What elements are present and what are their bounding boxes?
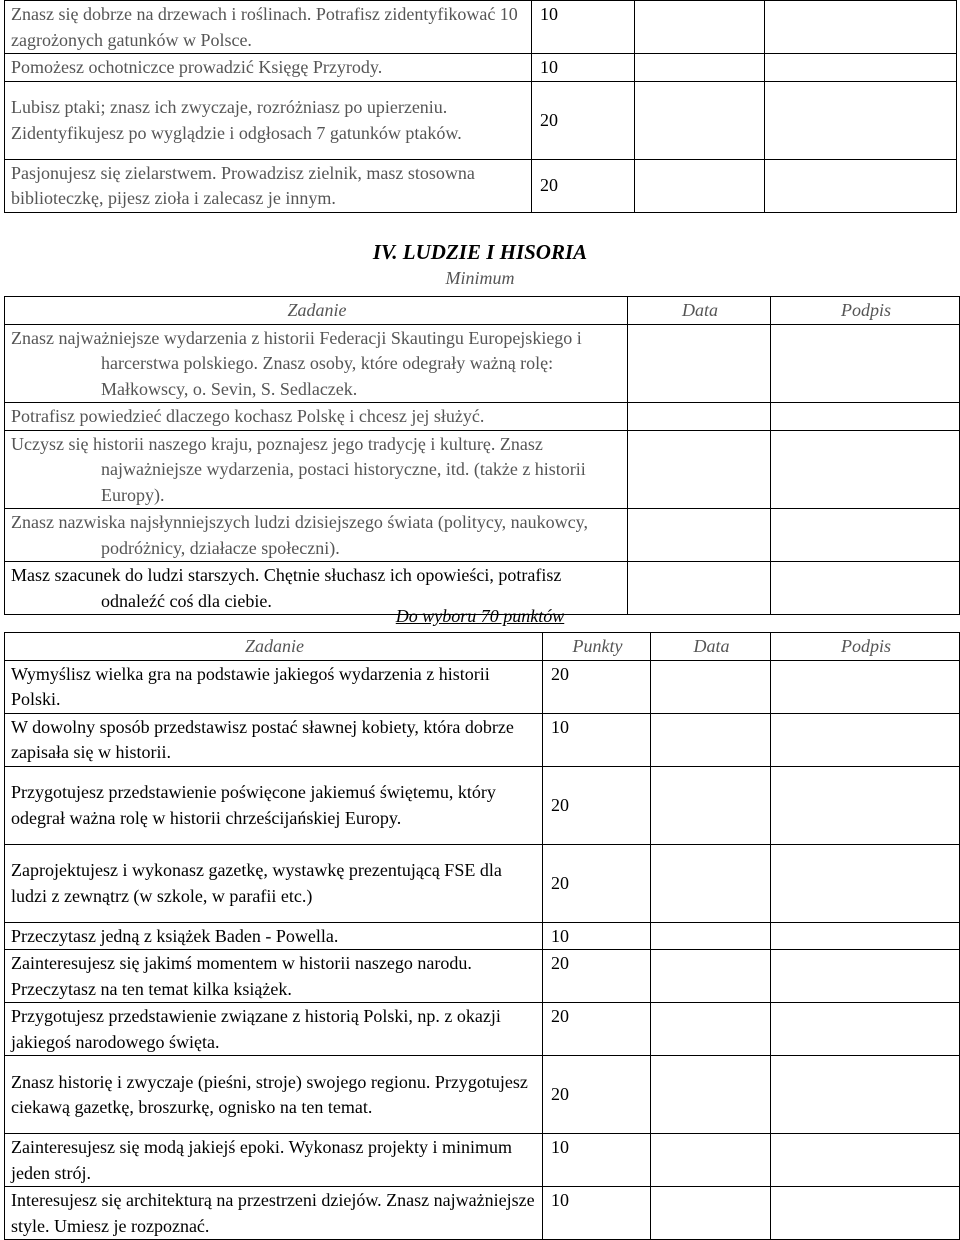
date-cell[interactable]	[651, 713, 771, 766]
minimum-tasks-table	[4, 296, 960, 615]
table-row	[5, 1134, 960, 1187]
points-cell: 10	[543, 922, 651, 950]
points-cell: 10	[543, 1187, 651, 1240]
task-cell: Zainteresujesz się modą jakiejś epoki. Wykonasz projekty i minimum jeden strój.	[5, 1134, 543, 1187]
table-row	[5, 159, 957, 212]
signature-cell[interactable]	[771, 430, 960, 509]
points-cell: 10	[532, 1, 635, 54]
task-cell: Uczysz się historii naszego kraju, poznajesz jego tradycję i kulturę. Znasz najważniejsze wydarzenia, postaci historyczne, itd. (także z historii Europy).	[5, 430, 628, 509]
task-cell: Przeczytasz jedną z książek Baden - Powella.	[5, 922, 543, 950]
signature-cell[interactable]	[771, 950, 960, 1003]
table-row	[5, 713, 960, 766]
date-cell[interactable]	[651, 660, 771, 713]
date-cell[interactable]	[651, 1003, 771, 1056]
date-cell[interactable]	[635, 159, 765, 212]
task-cell: Pasjonujesz się zielarstwem. Prowadzisz zielnik, masz stosowna biblioteczkę, pijesz zioła i zalecasz je innym.	[5, 159, 532, 212]
date-cell[interactable]	[628, 324, 771, 403]
table-row	[5, 950, 960, 1003]
signature-cell[interactable]	[771, 713, 960, 766]
task-cell: Znasz nazwiska najsłynniejszych ludzi dzisiejszego świata (politycy, naukowcy, podróżnicy, działacze społeczni).	[5, 509, 628, 562]
signature-cell[interactable]	[771, 1187, 960, 1240]
task-cell: Potrafisz powiedzieć dlaczego kochasz Polskę i chcesz jej służyć.	[5, 403, 628, 431]
header-points: Punkty	[543, 633, 651, 661]
task-cell: Znasz historię i zwyczaje (pieśni, stroje) swojego regionu. Przygotujesz ciekawą gazetkę, broszurkę, ognisko na ten temat.	[5, 1056, 543, 1134]
points-cell: 20	[543, 1056, 651, 1134]
points-cell: 20	[532, 81, 635, 159]
table-row	[5, 1003, 960, 1056]
points-cell: 20	[543, 766, 651, 844]
signature-cell[interactable]	[771, 324, 960, 403]
header-date: Data	[628, 297, 771, 325]
header-task: Zadanie	[5, 297, 628, 325]
table-row	[5, 81, 957, 159]
date-cell[interactable]	[651, 1056, 771, 1134]
optional-label: Do wyboru 70 punktów	[395, 606, 565, 626]
table-row	[5, 1, 957, 54]
minimum-label: Minimum	[445, 268, 515, 288]
date-cell[interactable]	[635, 54, 765, 82]
date-cell[interactable]	[651, 950, 771, 1003]
task-cell: Znasz się dobrze na drzewach i roślinach. Potrafisz zidentyfikować 10 zagrożonych gatunków w Polsce.	[5, 1, 532, 54]
nature-tasks-table	[4, 0, 957, 213]
table-row	[5, 660, 960, 713]
date-cell[interactable]	[651, 766, 771, 844]
header-date: Data	[651, 633, 771, 661]
signature-cell[interactable]	[771, 1134, 960, 1187]
signature-cell[interactable]	[765, 54, 957, 82]
table-row	[5, 844, 960, 922]
signature-cell[interactable]	[771, 403, 960, 431]
signature-cell[interactable]	[771, 1003, 960, 1056]
table-row	[5, 766, 960, 844]
task-cell: Zaprojektujesz i wykonasz gazetkę, wystawkę prezentującą FSE dla ludzi z zewnątrz (w szkole, w parafii etc.)	[5, 844, 543, 922]
signature-cell[interactable]	[771, 509, 960, 562]
task-cell: Wymyślisz wielka gra na podstawie jakiegoś wydarzenia z historii Polski.	[5, 660, 543, 713]
table-row	[5, 430, 960, 509]
points-cell: 10	[532, 54, 635, 82]
task-cell: Lubisz ptaki; znasz ich zwyczaje, rozróżniasz po upierzeniu. Zidentyfikujesz po wyglądzie i odgłosach 7 gatunków ptaków.	[5, 81, 532, 159]
date-cell[interactable]	[635, 1, 765, 54]
signature-cell[interactable]	[765, 81, 957, 159]
signature-cell[interactable]	[771, 660, 960, 713]
table-row	[5, 1056, 960, 1134]
task-cell: Przygotujesz przedstawienie poświęcone jakiemuś świętemu, który odegrał ważna rolę w historii chrześcijańskiej Europy.	[5, 766, 543, 844]
task-cell: W dowolny sposób przedstawisz postać sławnej kobiety, która dobrze zapisała się w historii.	[5, 713, 543, 766]
date-cell[interactable]	[628, 509, 771, 562]
header-task: Zadanie	[5, 633, 543, 661]
date-cell[interactable]	[651, 1187, 771, 1240]
points-cell: 20	[532, 159, 635, 212]
date-cell[interactable]	[651, 1134, 771, 1187]
table-row	[5, 403, 960, 431]
table-row	[5, 324, 960, 403]
task-cell: Znasz najważniejsze wydarzenia z historii Federacji Skautingu Europejskiego i harcerstwa polskiego. Znasz osoby, które odegrały ważną rolę: Małkowscy, o. Sevin, S. Sedlaczek.	[5, 324, 628, 403]
signature-cell[interactable]	[765, 159, 957, 212]
points-cell: 20	[543, 1003, 651, 1056]
task-cell: Interesujesz się architekturą na przestrzeni dziejów. Znasz najważniejsze style. Umiesz je rozpoznać.	[5, 1187, 543, 1240]
task-cell: Zainteresujesz się jakimś momentem w historii naszego narodu. Przeczytasz na ten temat kilka książek.	[5, 950, 543, 1003]
date-cell[interactable]	[651, 844, 771, 922]
table-header	[5, 633, 960, 661]
table-row	[5, 54, 957, 82]
header-signature: Podpis	[771, 297, 960, 325]
optional-tasks-table	[4, 632, 960, 1240]
date-cell[interactable]	[628, 403, 771, 431]
points-cell: 20	[543, 950, 651, 1003]
section-title: IV. LUDZIE I HISORIA	[372, 240, 588, 264]
table-row	[5, 922, 960, 950]
table-header	[5, 297, 960, 325]
table-row	[5, 1187, 960, 1240]
task-cell: Pomożesz ochotniczce prowadzić Księgę Przyrody.	[5, 54, 532, 82]
points-cell: 20	[543, 660, 651, 713]
points-cell: 10	[543, 713, 651, 766]
signature-cell[interactable]	[765, 1, 957, 54]
signature-cell[interactable]	[771, 1056, 960, 1134]
table-row	[5, 509, 960, 562]
task-cell: Przygotujesz przedstawienie związane z historią Polski, np. z okazji jakiegoś narodowego święta.	[5, 1003, 543, 1056]
date-cell[interactable]	[635, 81, 765, 159]
date-cell[interactable]	[628, 430, 771, 509]
date-cell[interactable]	[651, 922, 771, 950]
signature-cell[interactable]	[771, 922, 960, 950]
header-signature: Podpis	[771, 633, 960, 661]
points-cell: 20	[543, 844, 651, 922]
signature-cell[interactable]	[771, 844, 960, 922]
points-cell: 10	[543, 1134, 651, 1187]
signature-cell[interactable]	[771, 766, 960, 844]
task-cell: Masz szacunek do ludzi starszych. Chętnie słuchasz ich opowieści, potrafisz odnaleźć coś dla ciebie.	[5, 562, 628, 615]
